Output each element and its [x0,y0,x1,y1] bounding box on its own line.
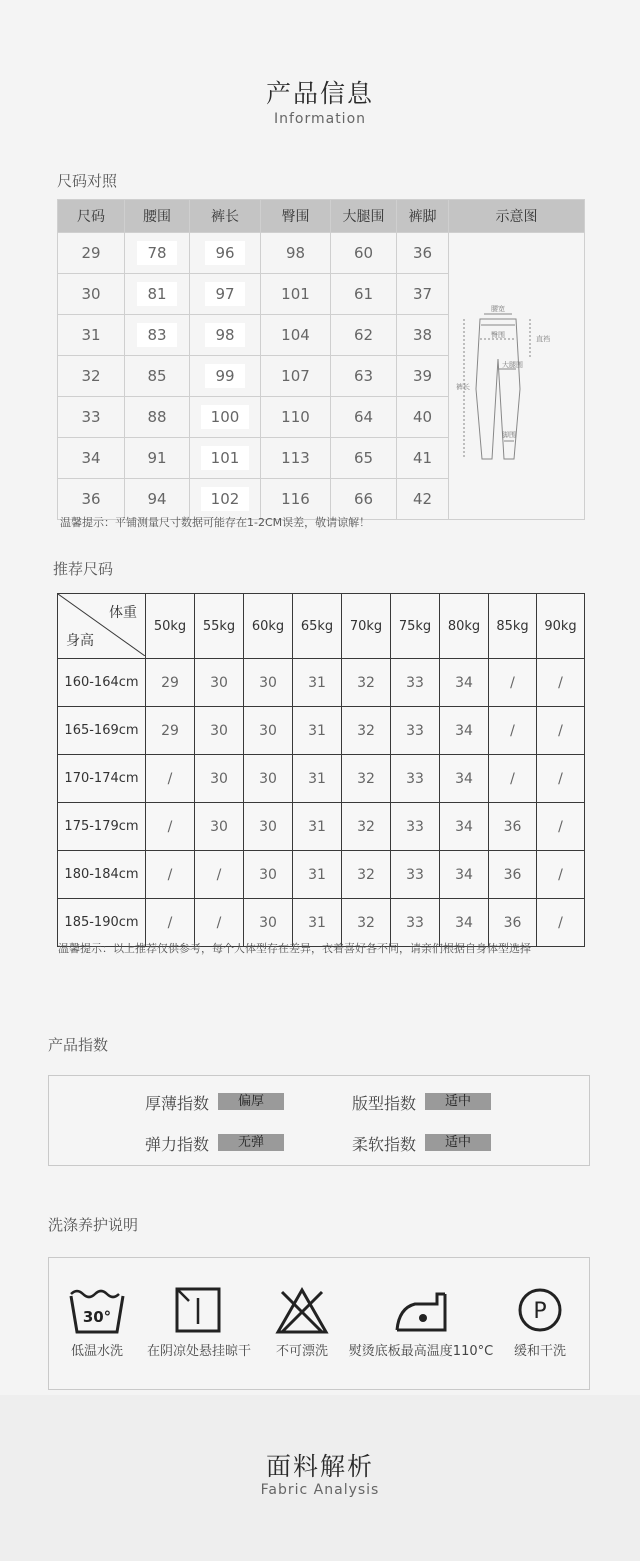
size-chart-cell: 113 [261,438,331,479]
soft-label: 柔软指数 [352,1135,417,1154]
size-chart-cell [125,233,190,274]
info-subtitle: Information [273,111,367,127]
recommend-size-cell: 31 [293,659,342,707]
size-chart-cell: 104 [261,315,331,356]
size-chart-cell: 39 [397,356,449,397]
care-wash [57,1286,137,1359]
size-chart-cell [125,274,190,315]
care-no-bleach-label: 不可漂洗 [275,1344,328,1359]
care-iron-label: 熨烫底板最高温度110°C [348,1344,494,1359]
recommend-size-cell: / [537,851,585,899]
recommend-size-cell: 30 [195,659,244,707]
recommend-size-cell: 30 [244,755,293,803]
size-chart-cell: 64 [331,397,397,438]
size-chart-cell: 31 [58,315,125,356]
stretch-label: 弹力指数 [145,1135,210,1154]
recommend-size-cell: 31 [293,899,342,947]
recommend-size-cell: / [489,659,537,707]
diagram-hem-label: 脚围 [501,431,516,439]
recommend-size-cell: 36 [489,803,537,851]
size-chart-label: 尺码对照 [57,172,118,190]
size-chart-cell [190,356,261,397]
fabric-title: 面料解析 [265,1452,374,1481]
recommend-size-cell: 34 [440,899,489,947]
size-chart-cell [190,315,261,356]
recommend-size-cell: 30 [244,803,293,851]
recommend-size-cell: / [537,899,585,947]
size-chart-cell: 60 [331,233,397,274]
size-chart-value: 99 [205,364,244,388]
recommend-size-cell: 30 [244,659,293,707]
care-no-bleach [267,1286,337,1359]
size-chart-cell: 63 [331,356,397,397]
height-cell: 175-179cm [58,803,146,851]
recommend-size-cell: / [146,803,195,851]
size-chart-value: 100 [201,405,250,429]
header-size: 尺码 [58,200,125,233]
size-chart-cell: 88 [125,397,190,438]
recommend-size-cell: / [489,707,537,755]
recommend-size-cell: 30 [244,851,293,899]
header-thigh: 大腿围 [331,200,397,233]
care-hang-dry-label: 在阴凉处悬挂晾干 [146,1344,251,1359]
header-hem: 裤脚 [397,200,449,233]
corner-weight-label: 体重 [109,605,137,621]
corner-cell [58,594,146,659]
recommend-size-cell: 32 [342,851,391,899]
size-chart-note: 温馨提示：平铺测量尺寸数据可能存在1-2CM误差，敬请谅解！ [60,516,371,529]
iron-icon [391,1286,451,1336]
index-box [48,1075,590,1166]
recommend-size-cell: 36 [489,899,537,947]
weight-header: 60kg [244,594,293,659]
height-cell: 180-184cm [58,851,146,899]
recommend-size-cell: 34 [440,659,489,707]
size-chart-cell: 32 [58,356,125,397]
size-chart-cell [190,397,261,438]
recommend-size-cell: 31 [293,707,342,755]
size-chart-cell: 94 [125,479,190,520]
size-chart-cell: 30 [58,274,125,315]
care-wash-label: 低温水洗 [70,1344,123,1359]
recommend-size-cell: / [537,707,585,755]
size-chart-cell: 42 [397,479,449,520]
header-hip: 臀围 [261,200,331,233]
index-label: 产品指数 [48,1036,109,1054]
recommend-size-cell: / [146,851,195,899]
diagram-waist-label: 腰宽 [490,305,505,313]
header-diagram: 示意图 [449,200,585,233]
size-chart-cell: 34 [58,438,125,479]
size-chart-cell: 116 [261,479,331,520]
size-chart-cell: 36 [58,479,125,520]
recommend-size-cell: 33 [391,707,440,755]
size-chart-cell: 85 [125,356,190,397]
diagram-thigh-label: 大腿围 [501,361,523,369]
svg-text:P: P [533,1299,547,1324]
recommend-size-cell: / [195,899,244,947]
recommend-size-cell: 31 [293,803,342,851]
recommend-size-cell: 29 [146,707,195,755]
recommend-size-cell: 32 [342,659,391,707]
size-chart-cell: 110 [261,397,331,438]
size-chart-cell: 29 [58,233,125,274]
care-dry-clean [505,1286,575,1359]
size-chart-cell: 62 [331,315,397,356]
recommend-size-cell: / [489,755,537,803]
size-chart-cell: 41 [397,438,449,479]
size-chart-cell: 38 [397,315,449,356]
size-chart-cell: 65 [331,438,397,479]
recommend-size-cell: 33 [391,659,440,707]
recommend-label: 推荐尺码 [53,560,114,578]
size-chart-cell: 66 [331,479,397,520]
weight-header: 65kg [293,594,342,659]
size-chart-value: 97 [205,282,244,306]
recommend-size-cell: 32 [342,755,391,803]
pants-diagram-cell [449,233,585,520]
size-chart-value: 83 [137,323,176,347]
corner-height-label: 身高 [66,633,94,649]
info-title: 产品信息 [265,79,374,108]
recommend-size-cell: 29 [146,659,195,707]
size-chart-cell: 98 [261,233,331,274]
recommend-size-cell: 30 [195,707,244,755]
recommend-row [58,659,585,707]
recommend-size-cell: 33 [391,803,440,851]
size-chart-cell [125,315,190,356]
recommend-size-cell: 32 [342,707,391,755]
size-chart-value: 101 [201,446,250,470]
recommend-size-cell: 30 [195,755,244,803]
height-cell: 165-169cm [58,707,146,755]
size-chart-cell [190,274,261,315]
size-chart-value: 96 [205,241,244,265]
weight-header: 70kg [342,594,391,659]
stretch-badge: 无弹 [218,1134,284,1151]
recommend-size-cell: / [537,755,585,803]
size-chart-cell: 33 [58,397,125,438]
care-box [48,1257,590,1390]
size-chart-cell: 107 [261,356,331,397]
soft-badge: 适中 [425,1134,491,1151]
care-hang-dry [137,1286,261,1359]
recommend-size-cell: 30 [244,707,293,755]
recommend-size-cell: 36 [489,851,537,899]
size-chart-value: 102 [201,487,250,511]
weight-header: 90kg [537,594,585,659]
weight-header: 80kg [440,594,489,659]
diagram-rise-label: 直裆 [535,335,550,343]
diagram-length-label: 裤长 [455,383,470,391]
size-chart-value: 98 [205,323,244,347]
fit-badge: 适中 [425,1093,491,1110]
thickness-label: 厚薄指数 [145,1094,210,1113]
no-bleach-icon [274,1286,330,1336]
size-chart-row [58,233,585,274]
recommend-size-cell: / [537,659,585,707]
height-cell: 170-174cm [58,755,146,803]
recommend-size-cell: 30 [244,899,293,947]
size-chart-value: 78 [137,241,176,265]
thickness-badge: 偏厚 [218,1093,284,1110]
care-iron [341,1286,501,1359]
recommend-row [58,803,585,851]
recommend-size-cell: 33 [391,755,440,803]
care-dry-clean-label: 缓和干洗 [513,1344,566,1359]
pants-diagram-icon [450,279,584,469]
size-chart-header-row [58,200,585,233]
fit-label: 版型指数 [352,1094,417,1113]
recommend-size-cell: 31 [293,755,342,803]
dry-clean-p-icon [515,1286,565,1336]
recommend-size-cell: 31 [293,851,342,899]
size-chart-cell: 36 [397,233,449,274]
header-length: 裤长 [190,200,261,233]
weight-header: 55kg [195,594,244,659]
recommend-header-row [58,594,585,659]
recommend-table [57,593,585,947]
size-chart-cell: 101 [261,274,331,315]
weight-header: 75kg [391,594,440,659]
line-dry-shade-icon [174,1286,224,1336]
recommend-row [58,707,585,755]
recommend-note: 温馨提示：以上推荐仅供参考，每个人体型存在差异，衣着喜好各不同，请亲们根据自身体型选择 [58,942,531,955]
recommend-size-cell: 34 [440,803,489,851]
size-chart-cell: 91 [125,438,190,479]
diagram-hip-label: 臀围 [490,331,505,339]
recommend-size-cell: 30 [195,803,244,851]
height-cell: 160-164cm [58,659,146,707]
size-chart-value: 81 [137,282,176,306]
recommend-size-cell: 32 [342,899,391,947]
recommend-size-cell: 33 [391,851,440,899]
recommend-size-cell: / [146,755,195,803]
recommend-row [58,755,585,803]
recommend-size-cell: 34 [440,755,489,803]
recommend-size-cell: 33 [391,899,440,947]
size-chart-cell [190,438,261,479]
size-chart-cell: 40 [397,397,449,438]
recommend-size-cell: 32 [342,803,391,851]
recommend-size-cell: / [146,899,195,947]
svg-text:30°: 30° [82,1308,112,1326]
care-label: 洗涤养护说明 [48,1216,139,1234]
weight-header: 50kg [146,594,195,659]
recommend-size-cell: / [537,803,585,851]
size-chart-table [57,199,585,520]
recommend-size-cell: 34 [440,707,489,755]
header-waist: 腰围 [125,200,190,233]
size-chart-cell: 61 [331,274,397,315]
wash-30-icon [67,1286,127,1336]
size-chart-cell: 37 [397,274,449,315]
recommend-size-cell: / [195,851,244,899]
height-cell: 185-190cm [58,899,146,947]
fabric-subtitle: Fabric Analysis [260,1482,380,1498]
recommend-row [58,851,585,899]
size-chart-cell [190,233,261,274]
recommend-size-cell: 34 [440,851,489,899]
weight-header: 85kg [489,594,537,659]
